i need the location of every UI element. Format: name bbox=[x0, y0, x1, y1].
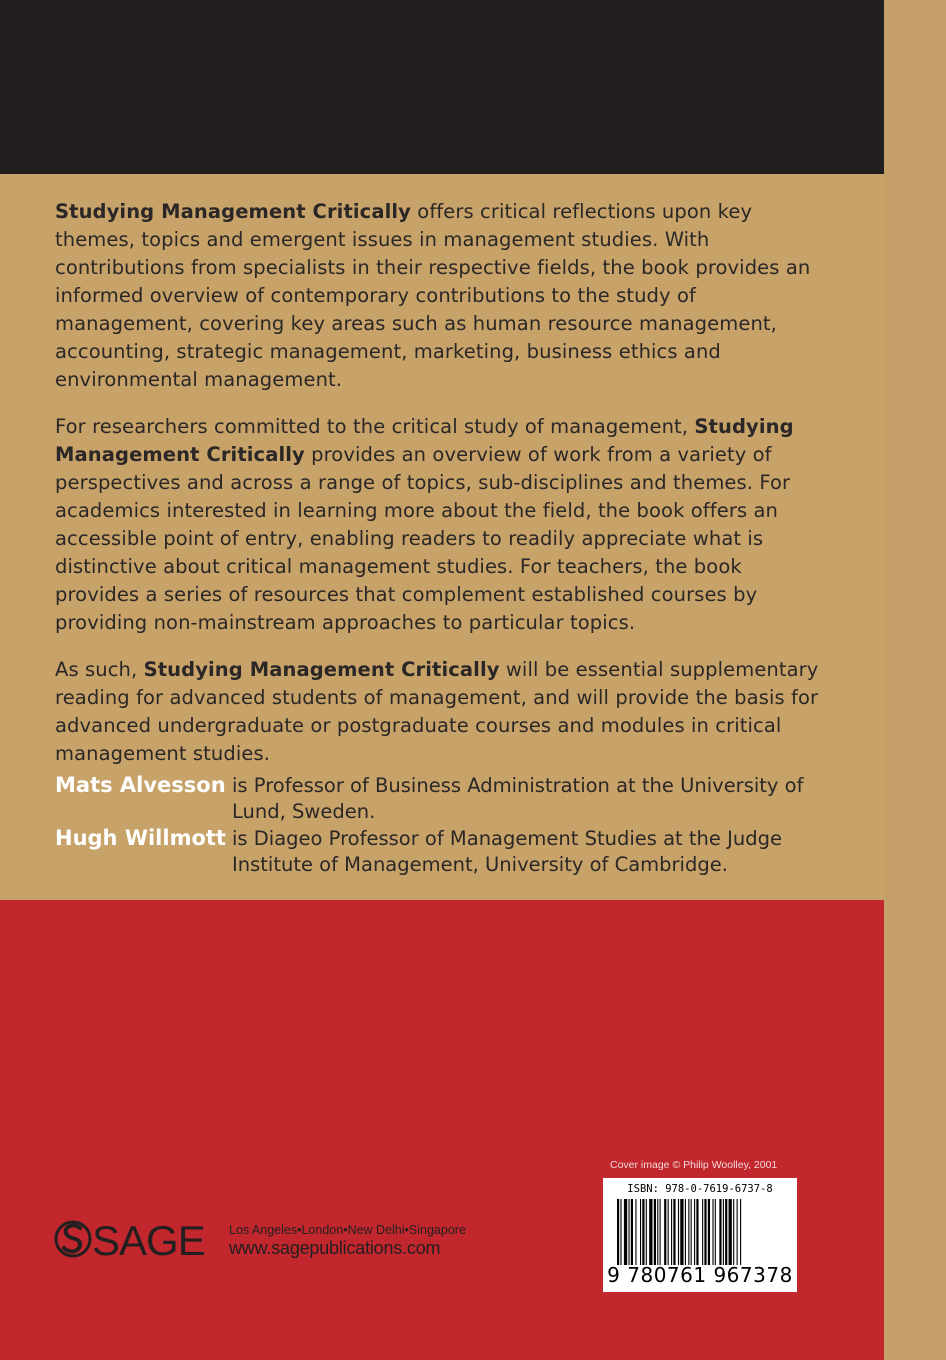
book-title-bold: Studying Management Critically bbox=[143, 658, 500, 681]
blurb-paragraph-1 bbox=[55, 198, 825, 394]
publisher-url: www.sagepublications.com bbox=[229, 1238, 441, 1258]
blurb-text: As such, bbox=[55, 658, 144, 681]
spine-edge bbox=[884, 0, 946, 1360]
barcode-bars bbox=[617, 1199, 783, 1265]
blurb bbox=[55, 198, 825, 787]
blurb-text: For researchers committed to the critical study of management, bbox=[55, 415, 695, 438]
blurb-paragraph-2 bbox=[55, 413, 825, 637]
book-title-bold: Studying Management Critically bbox=[55, 415, 794, 466]
blurb-paragraph-3 bbox=[55, 656, 825, 768]
blurb-text: provides an overview of work from a variety of perspectives and across a range of topics, sub-disciplines and themes. For academics interested in learning more about the field, the book offers an accessible point of entry, enabling readers to readily appreciate what is distinctive about critical management studies. For teachers, the book provides a series of resources that complement established courses by providing non-mainstream approaches to particular topics. bbox=[55, 443, 791, 634]
author-name: Mats Alvesson bbox=[55, 773, 226, 797]
isbn-label: ISBN: 978-0-7619-6737-8 bbox=[627, 1183, 773, 1195]
blurb-text: offers critical reflections upon key themes, topics and emergent issues in management studies. With contributions from specialists in their respective fields, the book provides an informed overview of contemporary contributions to the study of management, covering key areas such as human resource management, accounting, strategic management, marketing, business ethics and environmental management. bbox=[55, 200, 811, 391]
isbn-digits: 9 780761 967378 bbox=[607, 1263, 793, 1287]
sage-logo bbox=[54, 1214, 209, 1264]
publisher-info bbox=[229, 1223, 466, 1259]
publisher-cities: Los Angeles•London•New Delhi•Singapore bbox=[229, 1223, 466, 1237]
blurb-text: will be essential supplementary reading for advanced students of management, and will provide the basis for advanced undergraduate or postgraduate courses and modules in critical management studies. bbox=[55, 658, 819, 765]
author-bio bbox=[55, 770, 835, 825]
isbn-barcode bbox=[603, 1178, 797, 1292]
sage-logo-text: SAGE bbox=[92, 1217, 205, 1264]
author-bios bbox=[55, 770, 835, 878]
author-name: Hugh Willmott bbox=[55, 826, 226, 850]
author-bio-text: is Diageo Professor of Management Studies at the Judge Institute of Management, University of Cambridge. bbox=[232, 827, 782, 876]
book-title-bold: Studying Management Critically bbox=[55, 200, 411, 223]
cover-image-credit: Cover image © Philip Woolley, 2001 bbox=[610, 1159, 778, 1171]
author-bio-text: is Professor of Business Administration at the University of Lund, Sweden. bbox=[232, 774, 804, 823]
top-dark-band bbox=[0, 0, 884, 174]
author-bio bbox=[55, 823, 835, 878]
